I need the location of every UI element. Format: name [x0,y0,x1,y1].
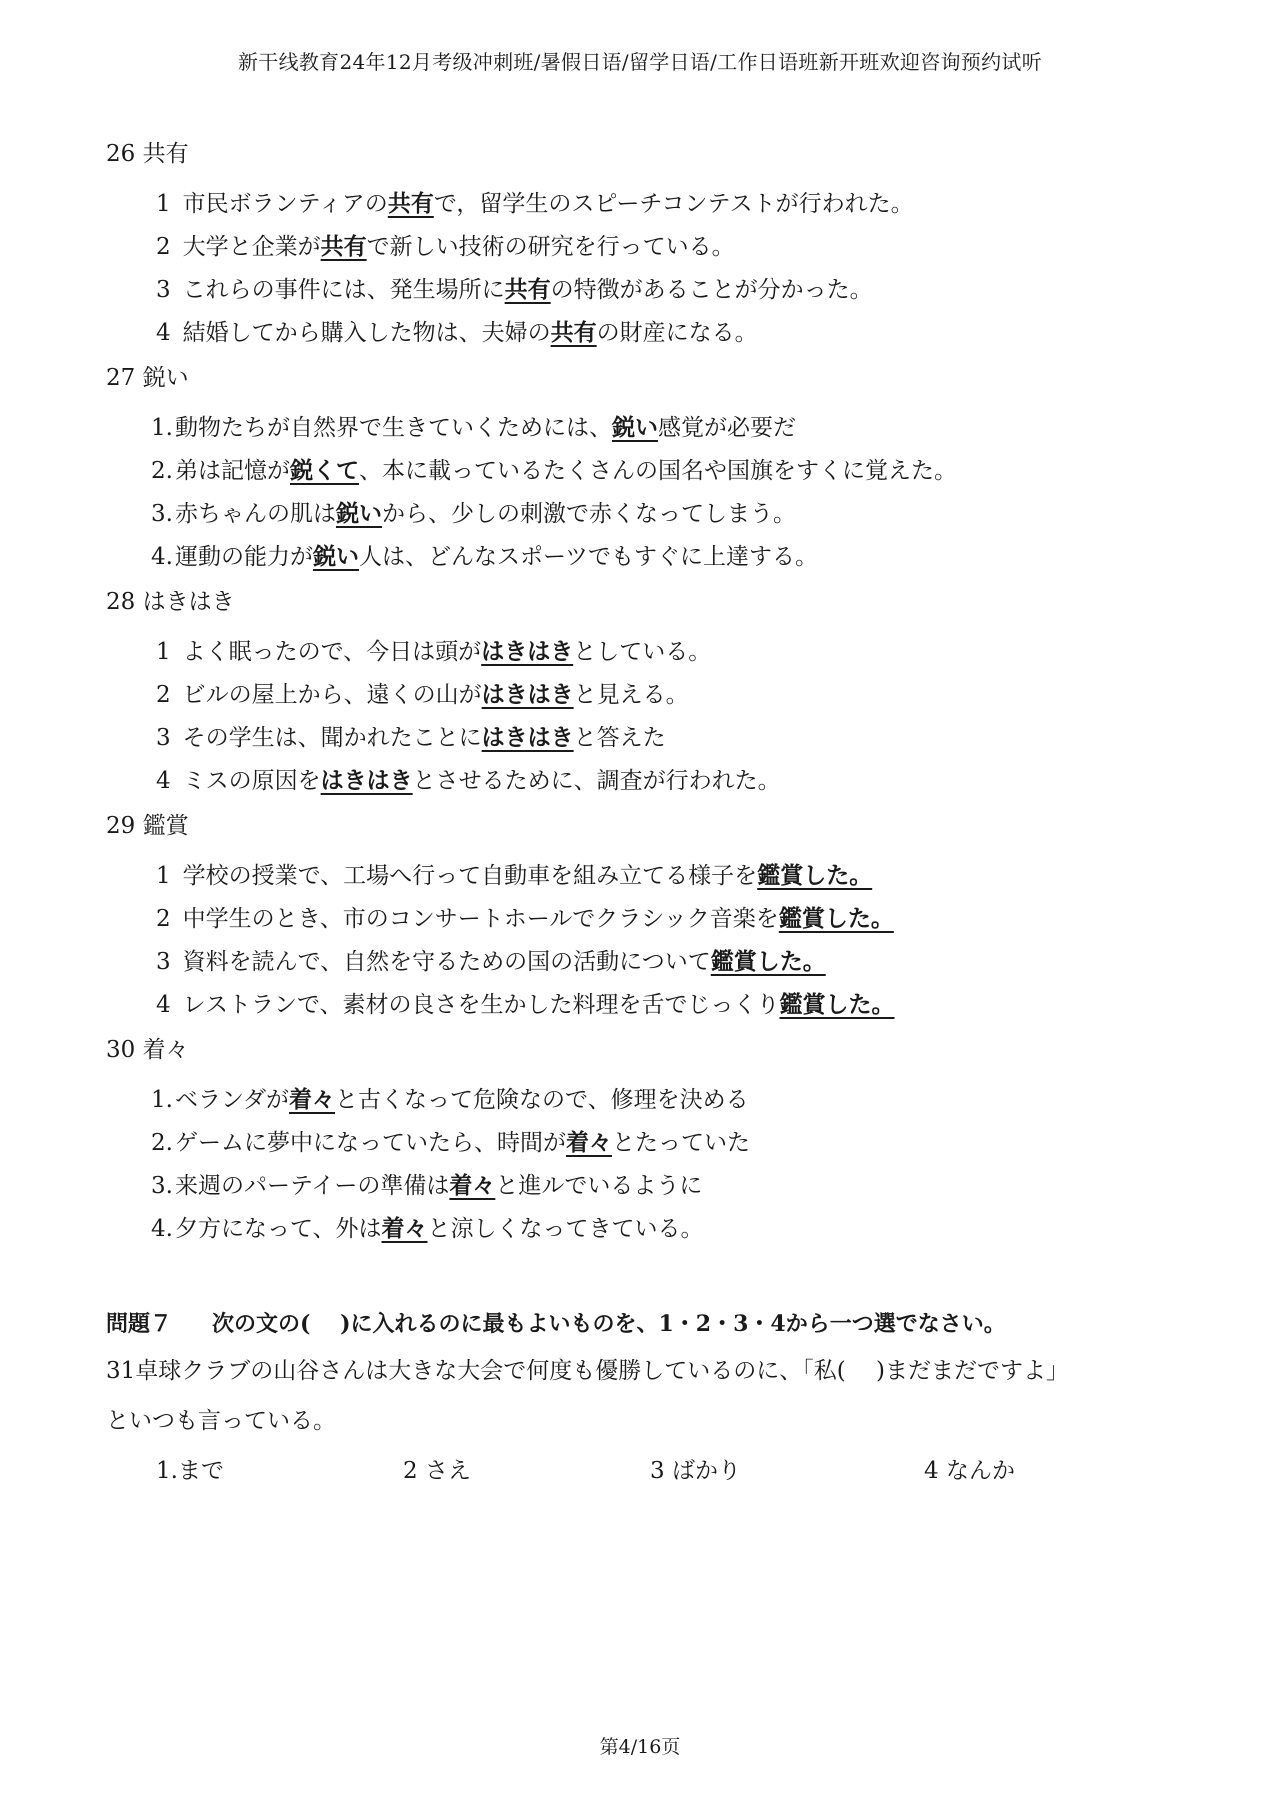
option [106,759,1196,802]
target-word: 鋭い [312,543,359,570]
question-title: 30 着々 [106,1037,189,1063]
option-number: 2. [151,1130,173,1156]
option-number: 4 [156,768,171,794]
option-text: とさせるために、調査が行われた。 [412,768,781,794]
option [106,225,1196,268]
option [106,716,1196,759]
target-word: 鑑賞した。 [778,905,894,932]
option-number: 4 [156,992,171,1018]
target-word: 着々 [565,1129,612,1156]
question-title: 26 共有 [106,141,189,167]
option-number: 3. [151,1173,173,1199]
option-text: 人は、どんなスポーツでもすぐに上達する。 [358,544,819,570]
option [106,406,1196,449]
option-text: その学生は、聞かれたことに [182,725,482,751]
mondai-7-heading [106,1302,1196,1346]
target-word: 共有 [504,276,551,303]
target-word: 着々 [289,1086,336,1113]
question-27 [106,358,1196,578]
option-text: の特徴があることが分かった。 [550,277,873,303]
option-text: 夕方になって、外は [174,1216,382,1242]
option [106,1078,1196,1121]
option-text: これらの事件には、発生場所に [182,277,505,303]
choice: 4 なんか [924,1458,1015,1484]
option-number: 1 [156,863,171,889]
option-text: 、本に載っているたくさんの国名や国旗をすくに覚えた。 [358,458,957,484]
target-word: 共有 [320,233,367,260]
option [106,311,1196,354]
choice: 2 さえ [403,1458,471,1484]
mondai-instruction: 次の文の( )に入れるのに最もよいものを、1・2・3・4から一つ選でなさい。 [212,1311,1006,1337]
option [106,897,1196,940]
target-word: はきはき [481,724,574,751]
option [106,449,1196,492]
target-word: 共有 [550,319,597,346]
option-number: 2 [156,682,171,708]
option-number: 3 [156,277,171,303]
option [106,940,1196,983]
option-number: 1. [151,415,173,441]
question-31-line: 31卓球クラブの山谷さんは大きな大会で何度も優勝しているのに、「私( )まだまだですよ」 [106,1358,1070,1384]
choice: 3 ばかり [650,1458,741,1484]
option-text: よく眠ったので、今日は頭が [182,639,482,665]
option-text: から、少しの刺激で赤くなってしまう。 [381,501,796,527]
question-title: 28 はきはき [106,589,235,615]
question-30 [106,1030,1196,1250]
section-gap [106,1250,1196,1302]
option-text: 運動の能力が [174,544,313,570]
target-word: 鑑賞した。 [710,948,826,975]
option [106,1121,1196,1164]
option-text: と答えた [573,725,666,751]
option-text: と見える。 [573,682,689,708]
option-text: で新しい技術の研究を行っている。 [366,234,735,260]
option-text: 学校の授業で、工場へ行って自動車を組み立てる様子を [182,863,758,889]
option-text: ベランダが [174,1087,290,1113]
option-number: 2 [156,906,171,932]
target-word: 鑑賞した。 [757,862,873,889]
question-31-line: といつも言っている。 [106,1408,336,1434]
option-text: 中学生のとき、市のコンサートホールでクラシック音楽を [182,906,779,932]
target-word: はきはき [481,638,574,665]
option [106,1207,1196,1250]
page-number: 第4/16页 [599,1736,681,1758]
option [106,983,1196,1026]
option-text: としている。 [573,639,712,665]
option [106,492,1196,535]
option-number: 4. [151,544,173,570]
option-number: 3. [151,501,173,527]
option-text: で，留学生のスピーチコンテストが行われた。 [433,191,914,217]
option-number: 1 [156,191,171,217]
target-word: 鋭い [611,414,658,441]
question-title: 29 鑑賞 [106,813,189,839]
page-header: 新干线教育24年12月考级冲刺班/暑假日语/留学日语/工作日语班新开班欢迎咨询预约试听 [237,50,1042,74]
option-text: ゲームに夢中になっていたら、時間が [174,1130,566,1156]
option-text: 結婚してから購入した物は、夫婦の [182,320,551,346]
option [106,182,1196,225]
option-number: 2 [156,234,171,260]
option-text: レストランで、素材の良さを生かした料理を舌でじっくり [182,992,780,1018]
question-31-choices [106,1446,1196,1496]
option [106,1164,1196,1207]
option [106,673,1196,716]
target-word: はきはき [481,681,574,708]
option-text: と進ルでいるように [495,1173,703,1199]
option-number: 2. [151,458,173,484]
question-28 [106,582,1196,802]
question-26 [106,134,1196,354]
option-text: 感覚が必要だ [657,415,796,441]
option-text: 来週のパーテイーの準備は [174,1173,450,1199]
question-31-stem [106,1346,1196,1446]
target-word: 鋭い [335,500,382,527]
option-text: 赤ちゃんの肌は [174,501,336,527]
option-text: と古くなって危険なので、修理を決める [335,1087,749,1113]
option-text: ミスの原因を [182,768,321,794]
target-word: 着々 [449,1172,496,1199]
option-number: 1 [156,639,171,665]
option [106,268,1196,311]
option-text: とたっていた [611,1130,750,1156]
option-number: 4 [156,320,171,346]
option-text: ビルの屋上から、遠くの山が [182,682,482,708]
option-text: の財産になる。 [596,320,758,346]
option [106,854,1196,897]
option-text: 資料を読んで、自然を守るための国の活動について [182,949,711,975]
option-number: 3 [156,725,171,751]
target-word: 鑑賞した。 [779,991,895,1018]
option-number: 3 [156,949,171,975]
option-text: 弟は記憶が [174,458,290,484]
question-title: 27 鋭い [106,365,189,391]
option-text: と涼しくなってきている。 [427,1216,704,1242]
option-number: 4. [151,1216,173,1242]
target-word: はきはき [320,767,413,794]
target-word: 鋭くて [289,457,359,484]
target-word: 共有 [387,190,434,217]
option-text: 大学と企業が [182,234,321,260]
target-word: 着々 [381,1215,428,1242]
option-text: 市民ボランティアの [182,191,388,217]
option [106,535,1196,578]
question-29 [106,806,1196,1026]
option [106,630,1196,673]
option-text: 動物たちが自然界で生きていくためには、 [174,415,612,441]
mondai-label: 問題７ [106,1311,173,1337]
option-number: 1. [151,1087,173,1113]
choice: 1.まで [156,1458,224,1484]
exam-content [106,130,1196,1496]
